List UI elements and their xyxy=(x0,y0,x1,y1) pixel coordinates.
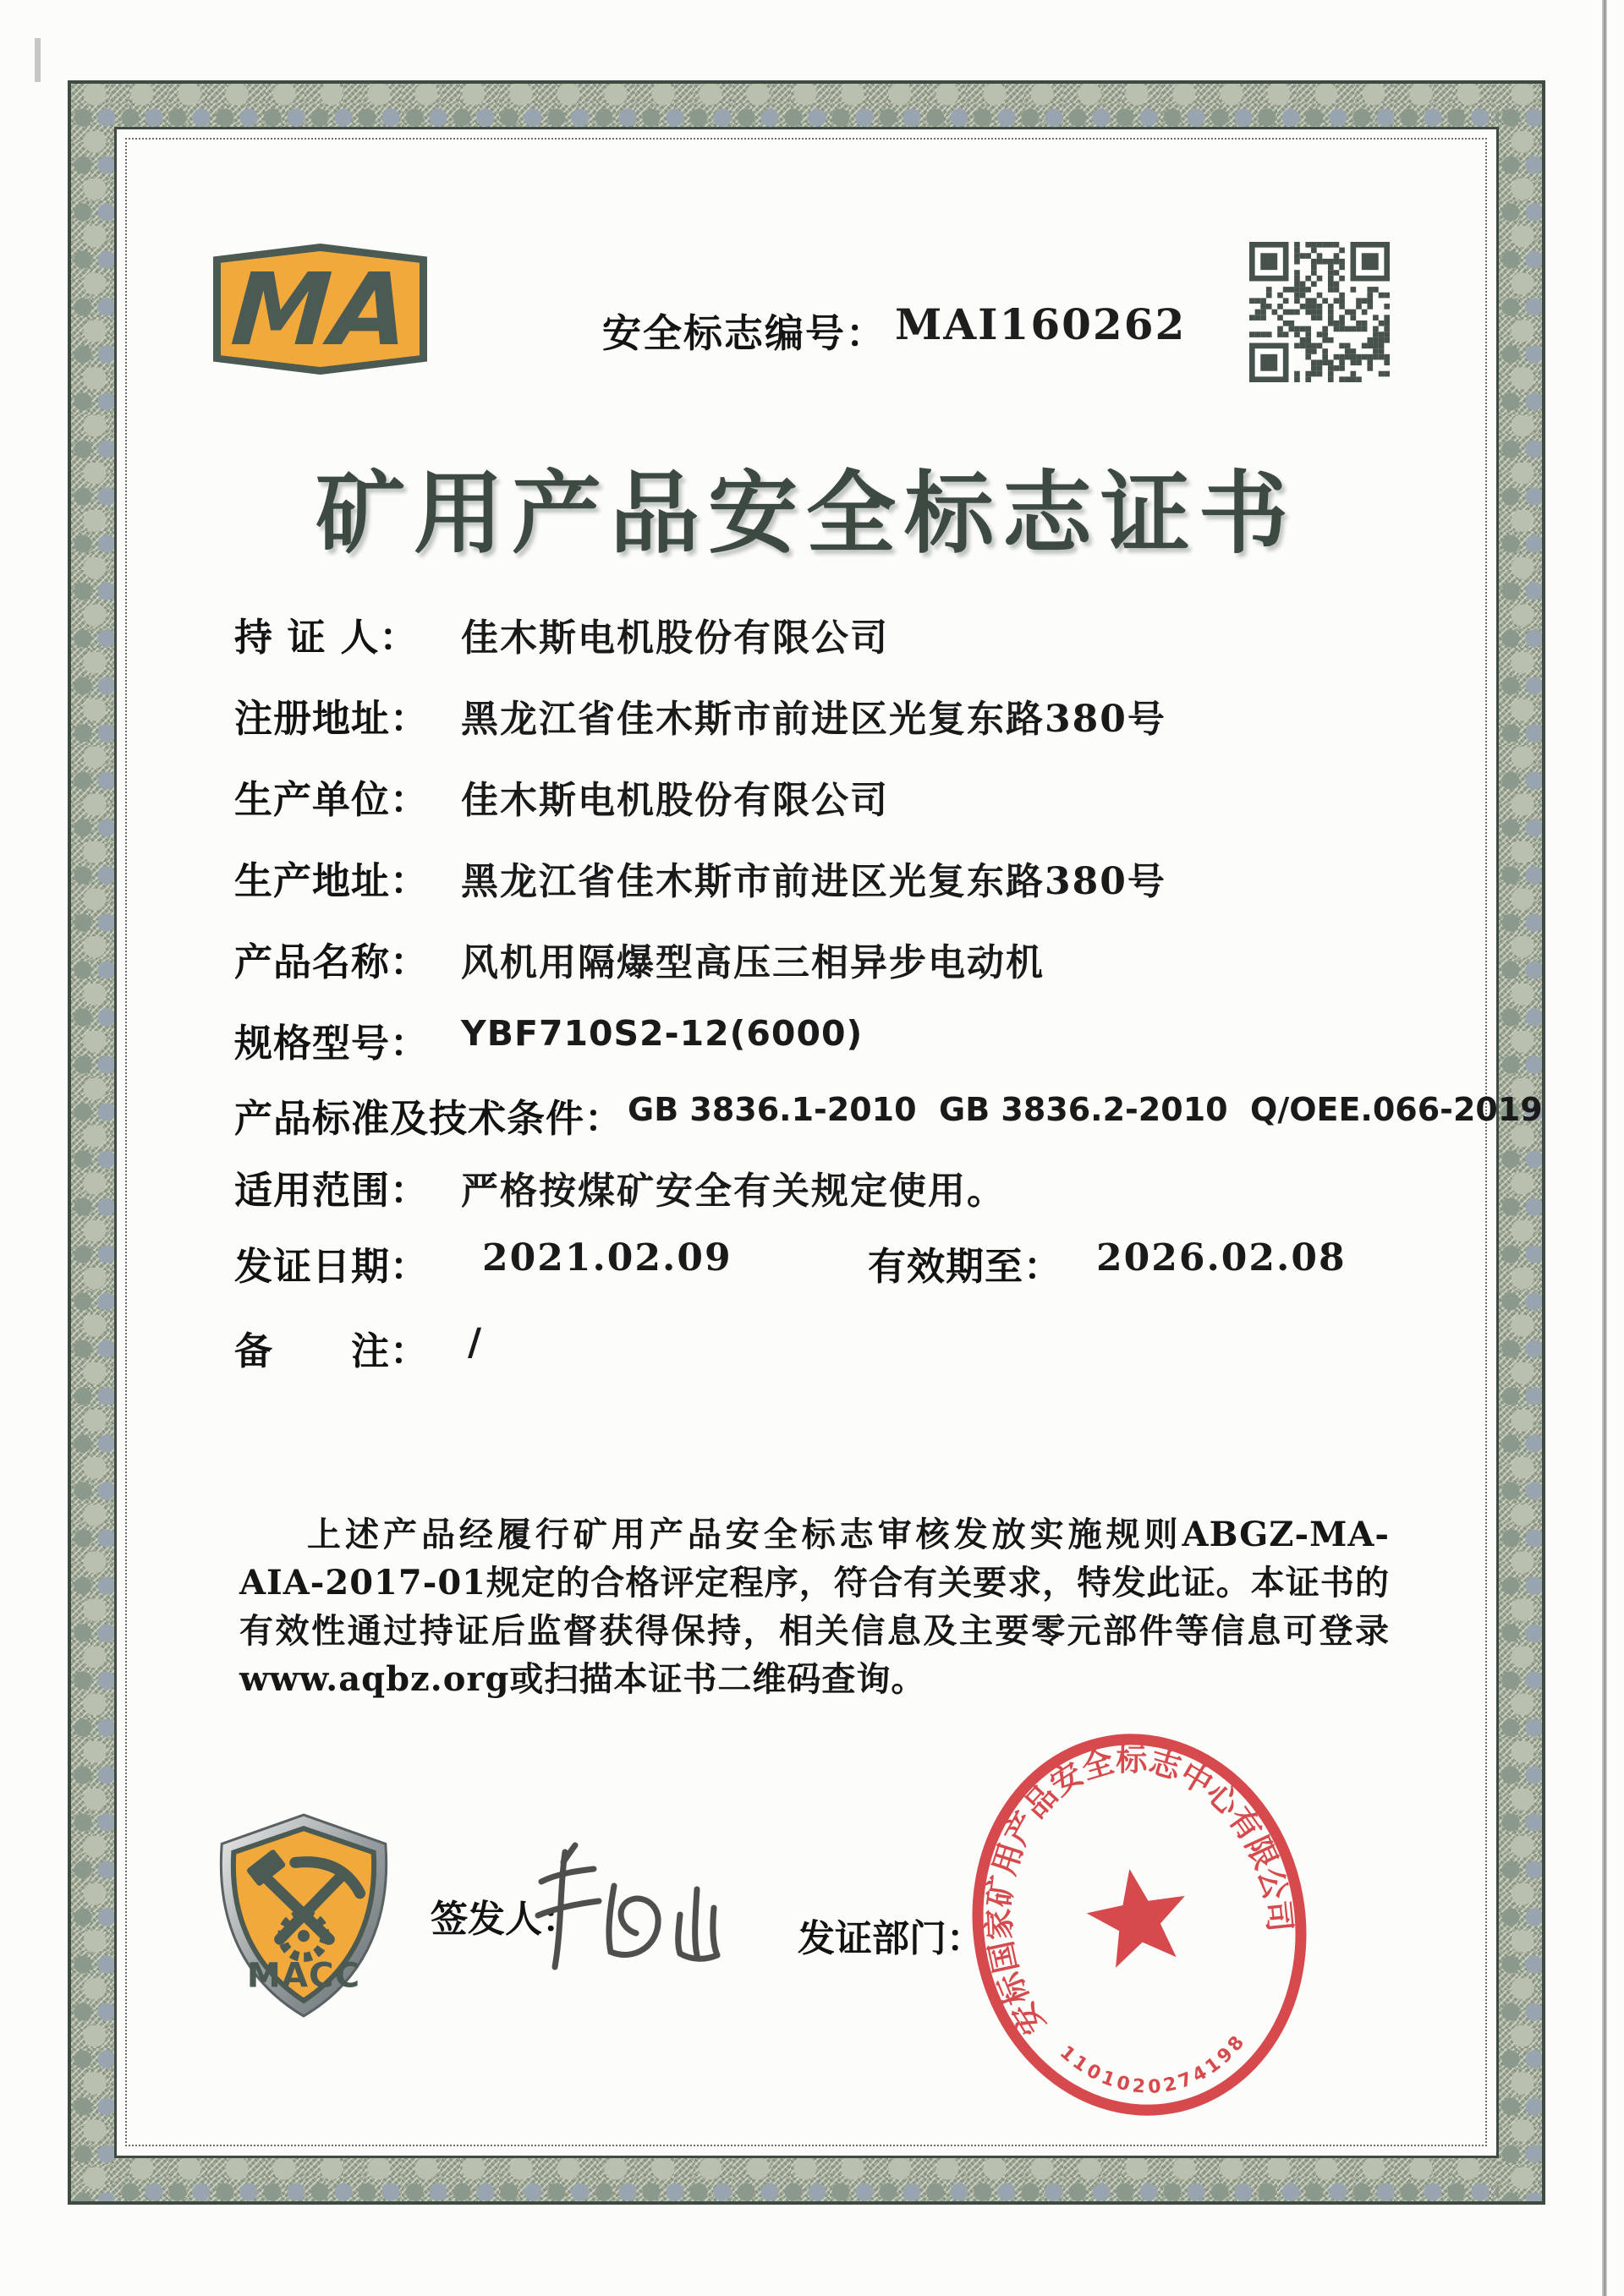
field-label: 备 注： xyxy=(234,1329,430,1373)
field-row-remarks xyxy=(234,1320,1461,1371)
field-label: 产品标准及技术条件： xyxy=(234,1096,624,1141)
scan-edge-shadow xyxy=(1602,0,1607,2296)
border-band-bottom xyxy=(71,2158,1542,2201)
field-value: 风机用隔爆型高压三相异步电动机 xyxy=(461,941,1045,984)
issuer-label: 发证部门： xyxy=(798,1917,984,1960)
seal-number-text: 1101020274198 xyxy=(1055,2030,1251,2098)
ma-logo xyxy=(213,244,427,375)
signer-label: 签发人： xyxy=(431,1898,579,1941)
border-band-right xyxy=(1499,84,1542,2201)
field-label: 生产地址： xyxy=(234,858,430,903)
field-value: / xyxy=(468,1321,484,1364)
field-row-production-address xyxy=(234,850,1461,901)
safety-mark-number-value: MAI160262 xyxy=(895,299,1187,349)
field-label: 产品名称： xyxy=(234,940,430,984)
field-value: 黑龙江省佳木斯市前进区光复东路380号 xyxy=(461,860,1166,903)
scan-speckle xyxy=(35,38,41,82)
seal-star xyxy=(1080,1860,1195,1971)
border-band-top xyxy=(71,84,1542,127)
field-row-holder xyxy=(234,606,1461,660)
field-row-scope xyxy=(234,1159,1461,1213)
signature-handwriting xyxy=(531,1833,734,1987)
seal-company-text: 安标国家矿用产品安全标志中心有限公司 xyxy=(980,1741,1298,2041)
field-label-issue-date: 发证日期： xyxy=(234,1244,430,1289)
field-row-model xyxy=(234,1012,1461,1066)
ma-logo-text: MA xyxy=(228,251,413,368)
field-value: 佳木斯电机股份有限公司 xyxy=(461,779,889,822)
field-label: 注册地址： xyxy=(234,696,430,741)
safety-mark-number-label: 安全标志编号： xyxy=(602,310,886,356)
field-value: 严格按煤矿安全有关规定使用。 xyxy=(461,1170,1006,1213)
certificate-statement: 上述产品经履行矿用产品安全标志审核发放实施规则ABGZ-MA-AIA-2017-01规定的合格评定程序，符合有关要求，特发此证。本证书的有效性通过持证后监督获得保持，相关信息及主要零元部件等信息可登录www.aqbz.org或扫描本证书二维码查询。 xyxy=(239,1515,1390,1699)
field-row-product-name xyxy=(234,931,1461,982)
field-label: 适用范围： xyxy=(234,1168,430,1213)
field-label: 生产单位： xyxy=(234,777,430,822)
field-value: 黑龙江省佳木斯市前进区光复东路380号 xyxy=(461,698,1166,741)
certificate-title: 矿用产品安全标志证书 xyxy=(315,460,1297,566)
field-row-registered-address xyxy=(234,688,1461,741)
field-label: 持 证 人： xyxy=(234,615,419,660)
field-value-valid-until: 2026.02.08 xyxy=(1096,1236,1347,1280)
qr-code-icon xyxy=(1249,242,1390,382)
field-row-manufacturer xyxy=(234,769,1461,822)
field-label-valid-until: 有效期至： xyxy=(868,1244,1063,1289)
field-value: GB 3836.1-2010 GB 3836.2-2010 Q/OEE.066-2019 xyxy=(628,1091,1543,1128)
macc-text: MACC xyxy=(246,1955,361,1996)
field-label: 规格型号： xyxy=(234,1021,430,1066)
field-value: 佳木斯电机股份有限公司 xyxy=(461,616,889,660)
macc-shield-logo xyxy=(200,1810,408,2021)
field-row-dates xyxy=(234,1236,1461,1289)
official-red-seal xyxy=(953,1722,1325,2128)
field-value-issue-date: 2021.02.09 xyxy=(482,1236,732,1280)
field-row-standards xyxy=(234,1088,1543,1141)
border-band-left xyxy=(71,84,114,2201)
field-value: YBF710S2-12(6000) xyxy=(461,1013,864,1054)
